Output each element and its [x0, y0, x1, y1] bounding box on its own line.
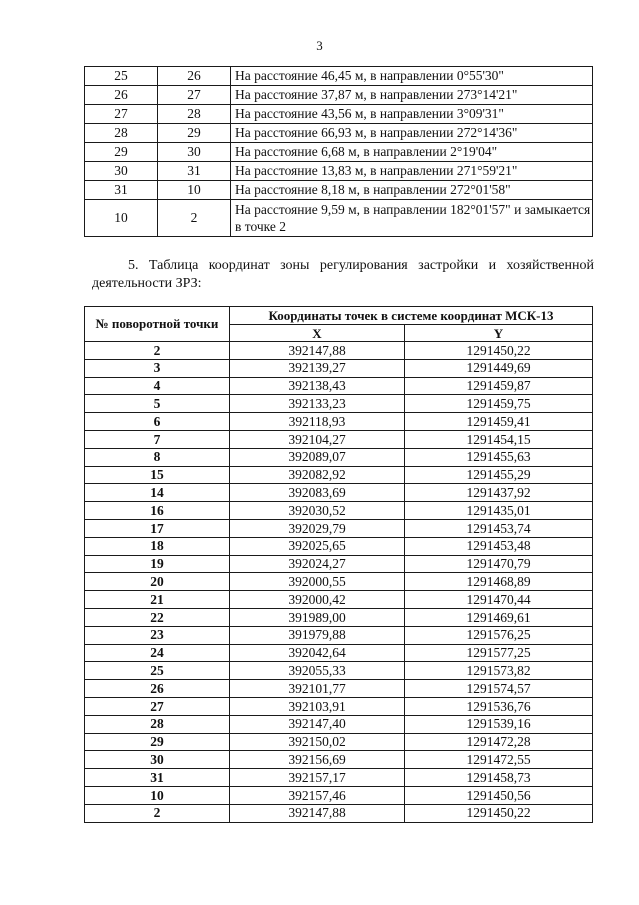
boundary-from-point: 27 — [85, 105, 158, 124]
y-coordinate-cell: 1291459,75 — [405, 395, 593, 413]
point-number-cell: 16 — [85, 502, 230, 520]
x-coordinate-cell: 392055,33 — [230, 662, 405, 680]
y-coordinate-cell: 1291459,87 — [405, 377, 593, 395]
x-coordinate-cell: 392157,17 — [230, 769, 405, 787]
point-number-cell: 20 — [85, 573, 230, 591]
boundary-from-point: 26 — [85, 86, 158, 105]
coordinate-row — [85, 662, 593, 680]
y-coordinate-cell: 1291437,92 — [405, 484, 593, 502]
y-coordinate-cell: 1291470,44 — [405, 591, 593, 609]
section-heading-line2: деятельности ЗРЗ: — [92, 276, 202, 291]
y-coordinate-cell: 1291576,25 — [405, 626, 593, 644]
coordinate-row — [85, 751, 593, 769]
x-coordinate-cell: 392025,65 — [230, 537, 405, 555]
point-number-cell: 25 — [85, 662, 230, 680]
point-number-cell: 31 — [85, 769, 230, 787]
y-coordinate-cell: 1291450,22 — [405, 342, 593, 360]
point-number-cell: 4 — [85, 377, 230, 395]
x-coordinate-cell: 392150,02 — [230, 733, 405, 751]
boundary-row — [85, 200, 593, 237]
coordinate-row — [85, 430, 593, 448]
boundary-row — [85, 162, 593, 181]
y-coordinate-cell: 1291449,69 — [405, 359, 593, 377]
boundary-description: На расстояние 43,56 м, в направлении 3°09'31" — [231, 105, 593, 124]
x-header: X — [230, 325, 405, 342]
coordinate-row — [85, 359, 593, 377]
x-coordinate-cell: 392101,77 — [230, 680, 405, 698]
boundary-row — [85, 181, 593, 200]
coordinate-row — [85, 786, 593, 804]
x-coordinate-cell: 391979,88 — [230, 626, 405, 644]
coordinate-row — [85, 591, 593, 609]
boundary-row — [85, 67, 593, 86]
coordinate-row — [85, 555, 593, 573]
x-coordinate-cell: 392147,88 — [230, 342, 405, 360]
boundary-to-point: 28 — [158, 105, 231, 124]
point-number-cell: 23 — [85, 626, 230, 644]
y-coordinate-cell: 1291468,89 — [405, 573, 593, 591]
x-coordinate-cell: 392042,64 — [230, 644, 405, 662]
y-coordinate-cell: 1291450,22 — [405, 804, 593, 822]
coordinate-row — [85, 519, 593, 537]
coordinate-row — [85, 626, 593, 644]
boundary-to-point: 31 — [158, 162, 231, 181]
x-coordinate-cell: 392000,55 — [230, 573, 405, 591]
y-coordinate-cell: 1291470,79 — [405, 555, 593, 573]
section-heading — [92, 257, 594, 293]
point-number-cell: 14 — [85, 484, 230, 502]
coordinate-row — [85, 395, 593, 413]
x-coordinate-cell: 392083,69 — [230, 484, 405, 502]
coordinate-row — [85, 466, 593, 484]
x-coordinate-cell: 392139,27 — [230, 359, 405, 377]
coordinate-row — [85, 377, 593, 395]
boundary-description: На расстояние 66,93 м, в направлении 272°14'36" — [231, 124, 593, 143]
x-coordinate-cell: 392104,27 — [230, 430, 405, 448]
coordinate-row — [85, 484, 593, 502]
x-coordinate-cell: 392030,52 — [230, 502, 405, 520]
point-number-cell: 15 — [85, 466, 230, 484]
x-coordinate-cell: 392133,23 — [230, 395, 405, 413]
boundary-row — [85, 86, 593, 105]
boundary-from-point: 30 — [85, 162, 158, 181]
x-coordinate-cell: 392029,79 — [230, 519, 405, 537]
coordinate-row — [85, 644, 593, 662]
y-coordinate-cell: 1291539,16 — [405, 715, 593, 733]
y-coordinate-cell: 1291573,82 — [405, 662, 593, 680]
y-coordinate-cell: 1291458,73 — [405, 769, 593, 787]
coordinates-table — [84, 306, 593, 823]
boundary-from-point: 28 — [85, 124, 158, 143]
y-coordinate-cell: 1291455,63 — [405, 448, 593, 466]
point-number-cell: 26 — [85, 680, 230, 698]
point-number-cell: 18 — [85, 537, 230, 555]
y-coordinate-cell: 1291574,57 — [405, 680, 593, 698]
point-number-cell: 28 — [85, 715, 230, 733]
coordinate-row — [85, 733, 593, 751]
coordinate-row — [85, 413, 593, 431]
coordinate-row — [85, 342, 593, 360]
point-number-cell: 29 — [85, 733, 230, 751]
point-number-cell: 6 — [85, 413, 230, 431]
boundary-description: На расстояние 37,87 м, в направлении 273°14'21" — [231, 86, 593, 105]
x-coordinate-cell: 392118,93 — [230, 413, 405, 431]
x-coordinate-cell: 391989,00 — [230, 608, 405, 626]
point-number-cell: 30 — [85, 751, 230, 769]
y-coordinate-cell: 1291459,41 — [405, 413, 593, 431]
x-coordinate-cell: 392089,07 — [230, 448, 405, 466]
y-coordinate-cell: 1291435,01 — [405, 502, 593, 520]
boundary-description-table — [84, 66, 593, 237]
coordinate-row — [85, 715, 593, 733]
x-coordinate-cell: 392000,42 — [230, 591, 405, 609]
y-coordinate-cell: 1291472,55 — [405, 751, 593, 769]
y-coordinate-cell: 1291472,28 — [405, 733, 593, 751]
boundary-to-point: 29 — [158, 124, 231, 143]
point-number-cell: 2 — [85, 342, 230, 360]
boundary-description: На расстояние 9,59 м, в направлении 182°01'57" и замыкается в точке 2 — [231, 200, 593, 237]
page-number: 3 — [316, 38, 323, 53]
coordinate-row — [85, 502, 593, 520]
coordinate-row — [85, 573, 593, 591]
point-number-cell: 10 — [85, 786, 230, 804]
boundary-description: На расстояние 8,18 м, в направлении 272°01'58" — [231, 181, 593, 200]
point-number-cell: 2 — [85, 804, 230, 822]
section-heading-line1: 5. Таблица координат зоны регулирования застройки и хозяйственной — [128, 258, 594, 273]
coordinate-row — [85, 769, 593, 787]
boundary-row — [85, 124, 593, 143]
point-number-cell: 24 — [85, 644, 230, 662]
x-coordinate-cell: 392138,43 — [230, 377, 405, 395]
y-coordinate-cell: 1291453,48 — [405, 537, 593, 555]
x-coordinate-cell: 392024,27 — [230, 555, 405, 573]
point-number-cell: 19 — [85, 555, 230, 573]
coordinate-row — [85, 804, 593, 822]
y-coordinate-cell: 1291455,29 — [405, 466, 593, 484]
y-coordinate-cell: 1291536,76 — [405, 697, 593, 715]
x-coordinate-cell: 392147,88 — [230, 804, 405, 822]
x-coordinate-cell: 392082,92 — [230, 466, 405, 484]
point-number-cell: 22 — [85, 608, 230, 626]
y-coordinate-cell: 1291469,61 — [405, 608, 593, 626]
y-coordinate-cell: 1291453,74 — [405, 519, 593, 537]
coordinate-row — [85, 448, 593, 466]
point-number-cell: 21 — [85, 591, 230, 609]
point-number-cell: 5 — [85, 395, 230, 413]
point-number-cell: 3 — [85, 359, 230, 377]
x-coordinate-cell: 392157,46 — [230, 786, 405, 804]
y-coordinate-cell: 1291454,15 — [405, 430, 593, 448]
point-number-cell: 7 — [85, 430, 230, 448]
y-coordinate-cell: 1291450,56 — [405, 786, 593, 804]
coordinate-row — [85, 608, 593, 626]
boundary-description: На расстояние 46,45 м, в направлении 0°55'30" — [231, 67, 593, 86]
point-number-header: № поворотной точки — [85, 307, 230, 342]
coordinate-row — [85, 680, 593, 698]
coordinate-row — [85, 537, 593, 555]
boundary-to-point: 27 — [158, 86, 231, 105]
boundary-row — [85, 105, 593, 124]
coordinate-system-header: Координаты точек в системе координат МСК-13 — [230, 307, 593, 325]
boundary-from-point: 31 — [85, 181, 158, 200]
point-number-cell: 27 — [85, 697, 230, 715]
boundary-to-point: 26 — [158, 67, 231, 86]
boundary-description: На расстояние 13,83 м, в направлении 271°59'21" — [231, 162, 593, 181]
x-coordinate-cell: 392156,69 — [230, 751, 405, 769]
boundary-description: На расстояние 6,68 м, в направлении 2°19'04" — [231, 143, 593, 162]
point-number-cell: 8 — [85, 448, 230, 466]
boundary-to-point: 2 — [158, 200, 231, 237]
boundary-row — [85, 143, 593, 162]
boundary-to-point: 10 — [158, 181, 231, 200]
point-number-cell: 17 — [85, 519, 230, 537]
boundary-to-point: 30 — [158, 143, 231, 162]
boundary-from-point: 29 — [85, 143, 158, 162]
boundary-from-point: 10 — [85, 200, 158, 237]
boundary-from-point: 25 — [85, 67, 158, 86]
x-coordinate-cell: 392103,91 — [230, 697, 405, 715]
y-coordinate-cell: 1291577,25 — [405, 644, 593, 662]
x-coordinate-cell: 392147,40 — [230, 715, 405, 733]
y-header: Y — [405, 325, 593, 342]
coordinate-row — [85, 697, 593, 715]
